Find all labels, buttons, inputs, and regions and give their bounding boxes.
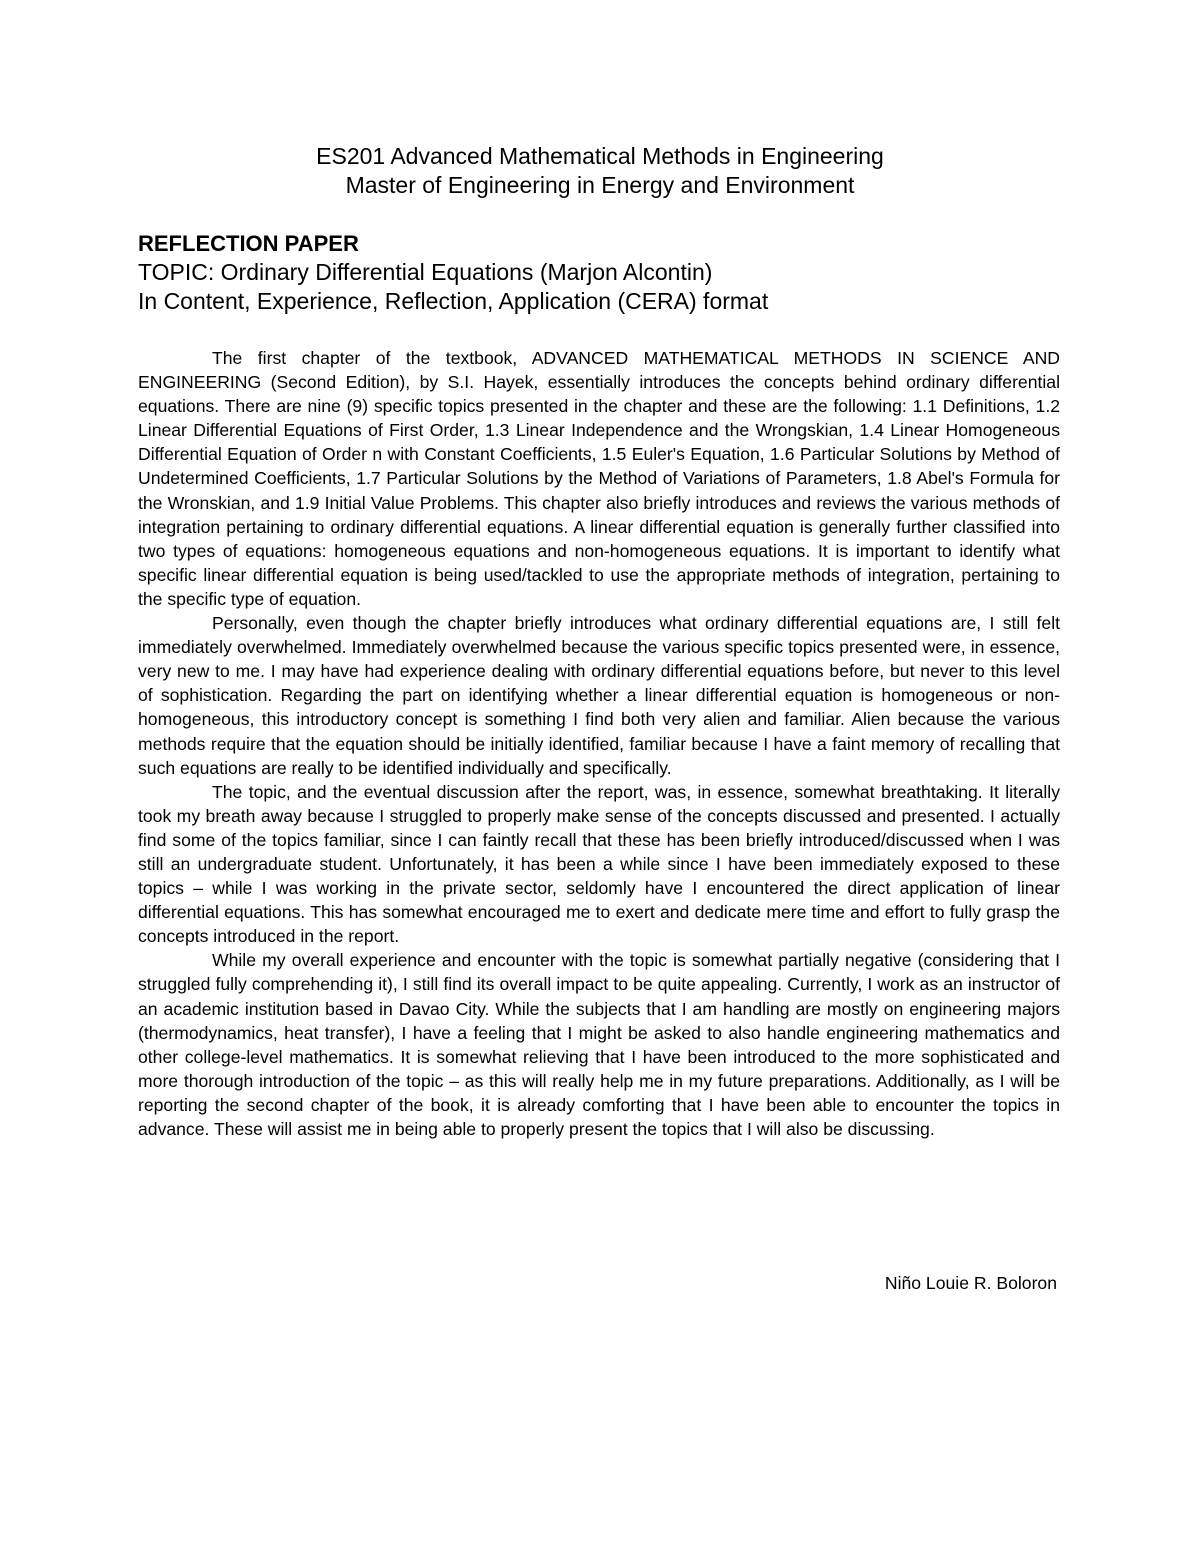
- paper-topic: TOPIC: Ordinary Differential Equations (Marjon Alcontin): [138, 259, 713, 285]
- paragraph-content: The first chapter of the textbook, ADVANCED MATHEMATICAL METHODS IN SCIENCE AND ENGINEERING (Second Edition), by S.I. Hayek, essentially introduces the concepts behind ordinary differential equations. There are nine (9) specific topics presented in the chapter and these are the following: 1.1 Definitions, 1.2 Linear Differential Equations of First Order, 1.3 Linear Independence and the Wrongskian, 1.4 Linear Homogeneous Differential Equation of Order n with Constant Coefficients, 1.5 Euler's Equation, 1.6 Particular Solutions by Method of Undetermined Coefficients, 1.7 Particular Solutions by the Method of Variations of Parameters, 1.8 Abel's Formula for the Wronskian, and 1.9 Initial Value Problems. This chapter also briefly introduces and reviews the various methods of integration pertaining to ordinary differential equations. A linear differential equation is generally further classified into two types of equations: homogeneous equations and non-homogeneous equations. It is important to identify what specific linear differential equation is being used/tackled to use the appropriate methods of integration, pertaining to the specific type of equation.: [138, 348, 1060, 609]
- paper-heading: [138, 229, 1068, 316]
- paragraph-reflection: The topic, and the eventual discussion after the report, was, in essence, somewhat breathtaking. It literally took my breath away because I struggled to properly make sense of the concepts discussed and presented. I actually find some of the topics familiar, since I can faintly recall that these has been briefly introduced/discussed when I was still an undergraduate student. Unfortunately, it has been a while since I have been immediately exposed to these topics – while I was working in the private sector, seldomly have I encountered the direct application of linear differential equations. This has somewhat encouraged me to exert and dedicate mere time and effort to fully grasp the concepts introduced in the report.: [138, 781, 1060, 947]
- course-title: ES201 Advanced Mathematical Methods in Engineering: [316, 143, 884, 169]
- paper-title: REFLECTION PAPER: [138, 231, 359, 256]
- paper-format: In Content, Experience, Reflection, Application (CERA) format: [138, 288, 769, 314]
- paragraph-application: While my overall experience and encounter with the topic is somewhat partially negative (considering that I struggled fully comprehending it), I still find its overall impact to be quite appealing. Currently, I work as an instructor of an academic institution based in Davao City. While the subjects that I am handling are mostly on engineering majors (thermodynamics, heat transfer), I have a feeling that I might be asked to also handle engineering mathematics and other college-level mathematics. It is somewhat relieving that I have been introduced to the more sophisticated and more thorough introduction of the topic – as this will really help me in my future preparations. Additionally, as I will be reporting the second chapter of the book, it is already comforting that I have been able to encounter the topics in advance. These will assist me in being able to properly present the topics that I will also be discussing.: [138, 950, 1060, 1139]
- paragraph-experience: Personally, even though the chapter briefly introduces what ordinary differential equations are, I still felt immediately overwhelmed. Immediately overwhelmed because the various specific topics presented were, in essence, very new to me. I may have had experience dealing with ordinary differential equations before, but never to this level of sophistication. Regarding the part on identifying whether a linear differential equation is homogeneous or non-homogeneous, this introductory concept is something I find both very alien and familiar. Alien because the various methods require that the equation should be initially identified, familiar because I have a faint memory of recalling that such equations are really to be identified individually and specifically.: [138, 613, 1060, 778]
- document-header: [0, 142, 1200, 200]
- program-title: Master of Engineering in Energy and Environment: [345, 172, 855, 198]
- author-signature: Niño Louie R. Boloron: [884, 1273, 1057, 1293]
- paper-body: [138, 346, 1060, 1141]
